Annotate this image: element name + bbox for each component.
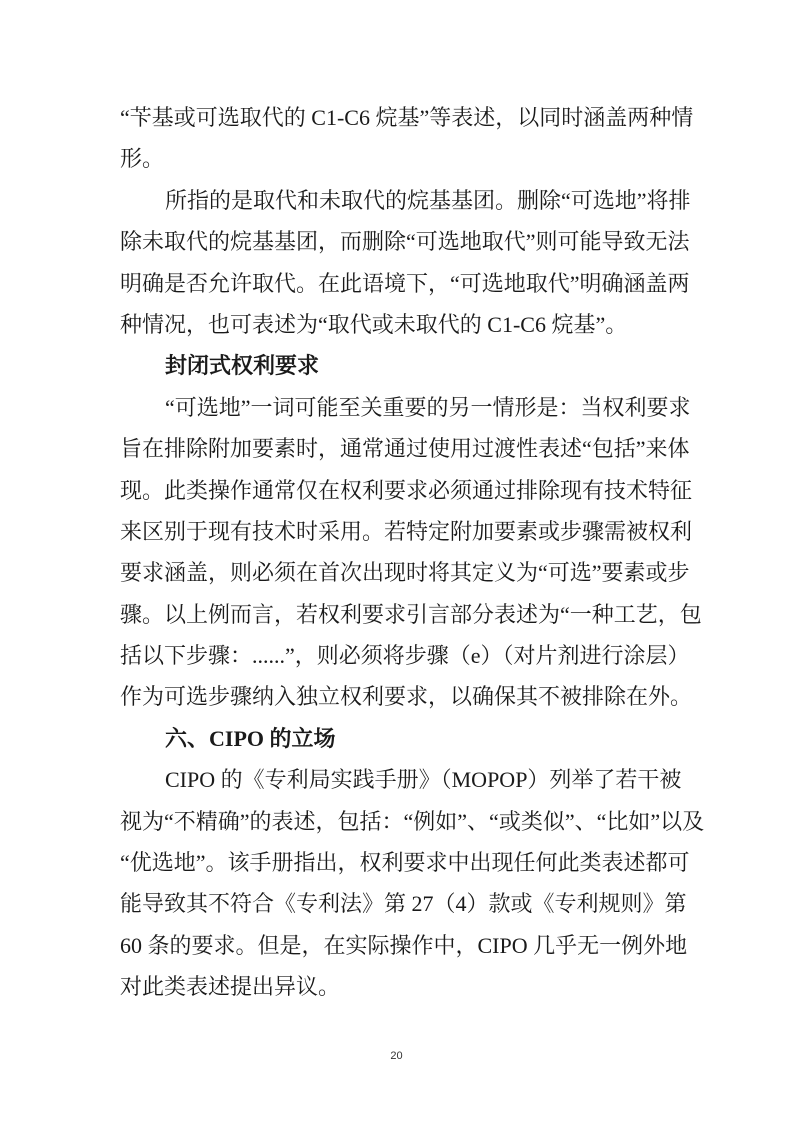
text-line: 种情况，也可表述为“取代或未取代的 C1-C6 烷基”。 xyxy=(120,311,628,337)
paragraph xyxy=(120,759,705,1007)
page-number: 20 xyxy=(390,1050,403,1062)
text-line: 60 条的要求。但是，在实际操作中，CIPO 几乎无一例外地 xyxy=(120,932,688,958)
text-line: 对此类表述提出异议。 xyxy=(120,974,341,1000)
text-line: 作为可选步骤纳入独立权利要求，以确保其不被排除在外。 xyxy=(120,684,693,710)
document-body xyxy=(120,97,705,1008)
paragraph xyxy=(120,387,702,718)
text-line: 封闭式权利要求 xyxy=(165,353,320,379)
text-line: 要求涵盖，则必须在首次出现时将其定义为“可选”要素或步 xyxy=(120,560,690,586)
text-line: 除未取代的烷基基团，而删除“可选地取代”则可能导致无法 xyxy=(120,229,690,255)
text-line: 视为“不精确”的表述，包括：“例如”、“或类似”、“比如”以及 xyxy=(120,808,705,834)
section-heading xyxy=(120,345,676,386)
text-line: 明确是否允许取代。在此语境下，“可选地取代”明确涵盖两 xyxy=(120,270,690,296)
text-line: CIPO 的《专利局实践手册》（MOPOP）列举了若干被 xyxy=(165,767,682,793)
text-line: 六、CIPO 的立场 xyxy=(165,725,336,751)
text-line: 现。此类操作通常仅在权利要求必须通过排除现有技术特征 xyxy=(120,477,693,503)
text-line: “可选地”一词可能至关重要的另一情形是：当权利要求 xyxy=(165,394,691,420)
text-line: 能导致其不符合《专利法》第 27（4）款或《专利规则》第 xyxy=(120,891,687,917)
section-heading xyxy=(120,718,676,759)
paragraph xyxy=(120,97,694,180)
text-line: “优选地”。该手册指出，权利要求中出现任何此类表述都可 xyxy=(120,850,690,876)
text-line: 骤。以上例而言，若权利要求引言部分表述为“一种工艺，包 xyxy=(120,601,702,627)
text-line: 来区别于现有技术时采用。若特定附加要素或步骤需被权利 xyxy=(120,518,693,544)
text-line: 括以下步骤：......”，则必须将步骤（e）（对片剂进行涂层） xyxy=(120,643,690,669)
text-line: 所指的是取代和未取代的烷基基团。删除“可选地”将排 xyxy=(165,187,691,213)
text-line: 旨在排除附加要素时，通常通过使用过渡性表述“包括”来体 xyxy=(120,436,690,462)
paragraph xyxy=(120,180,691,346)
text-line: “苄基或可选取代的 C1-C6 烷基”等表述，以同时涵盖两种情 xyxy=(120,105,694,130)
text-line: 形。 xyxy=(120,146,165,172)
